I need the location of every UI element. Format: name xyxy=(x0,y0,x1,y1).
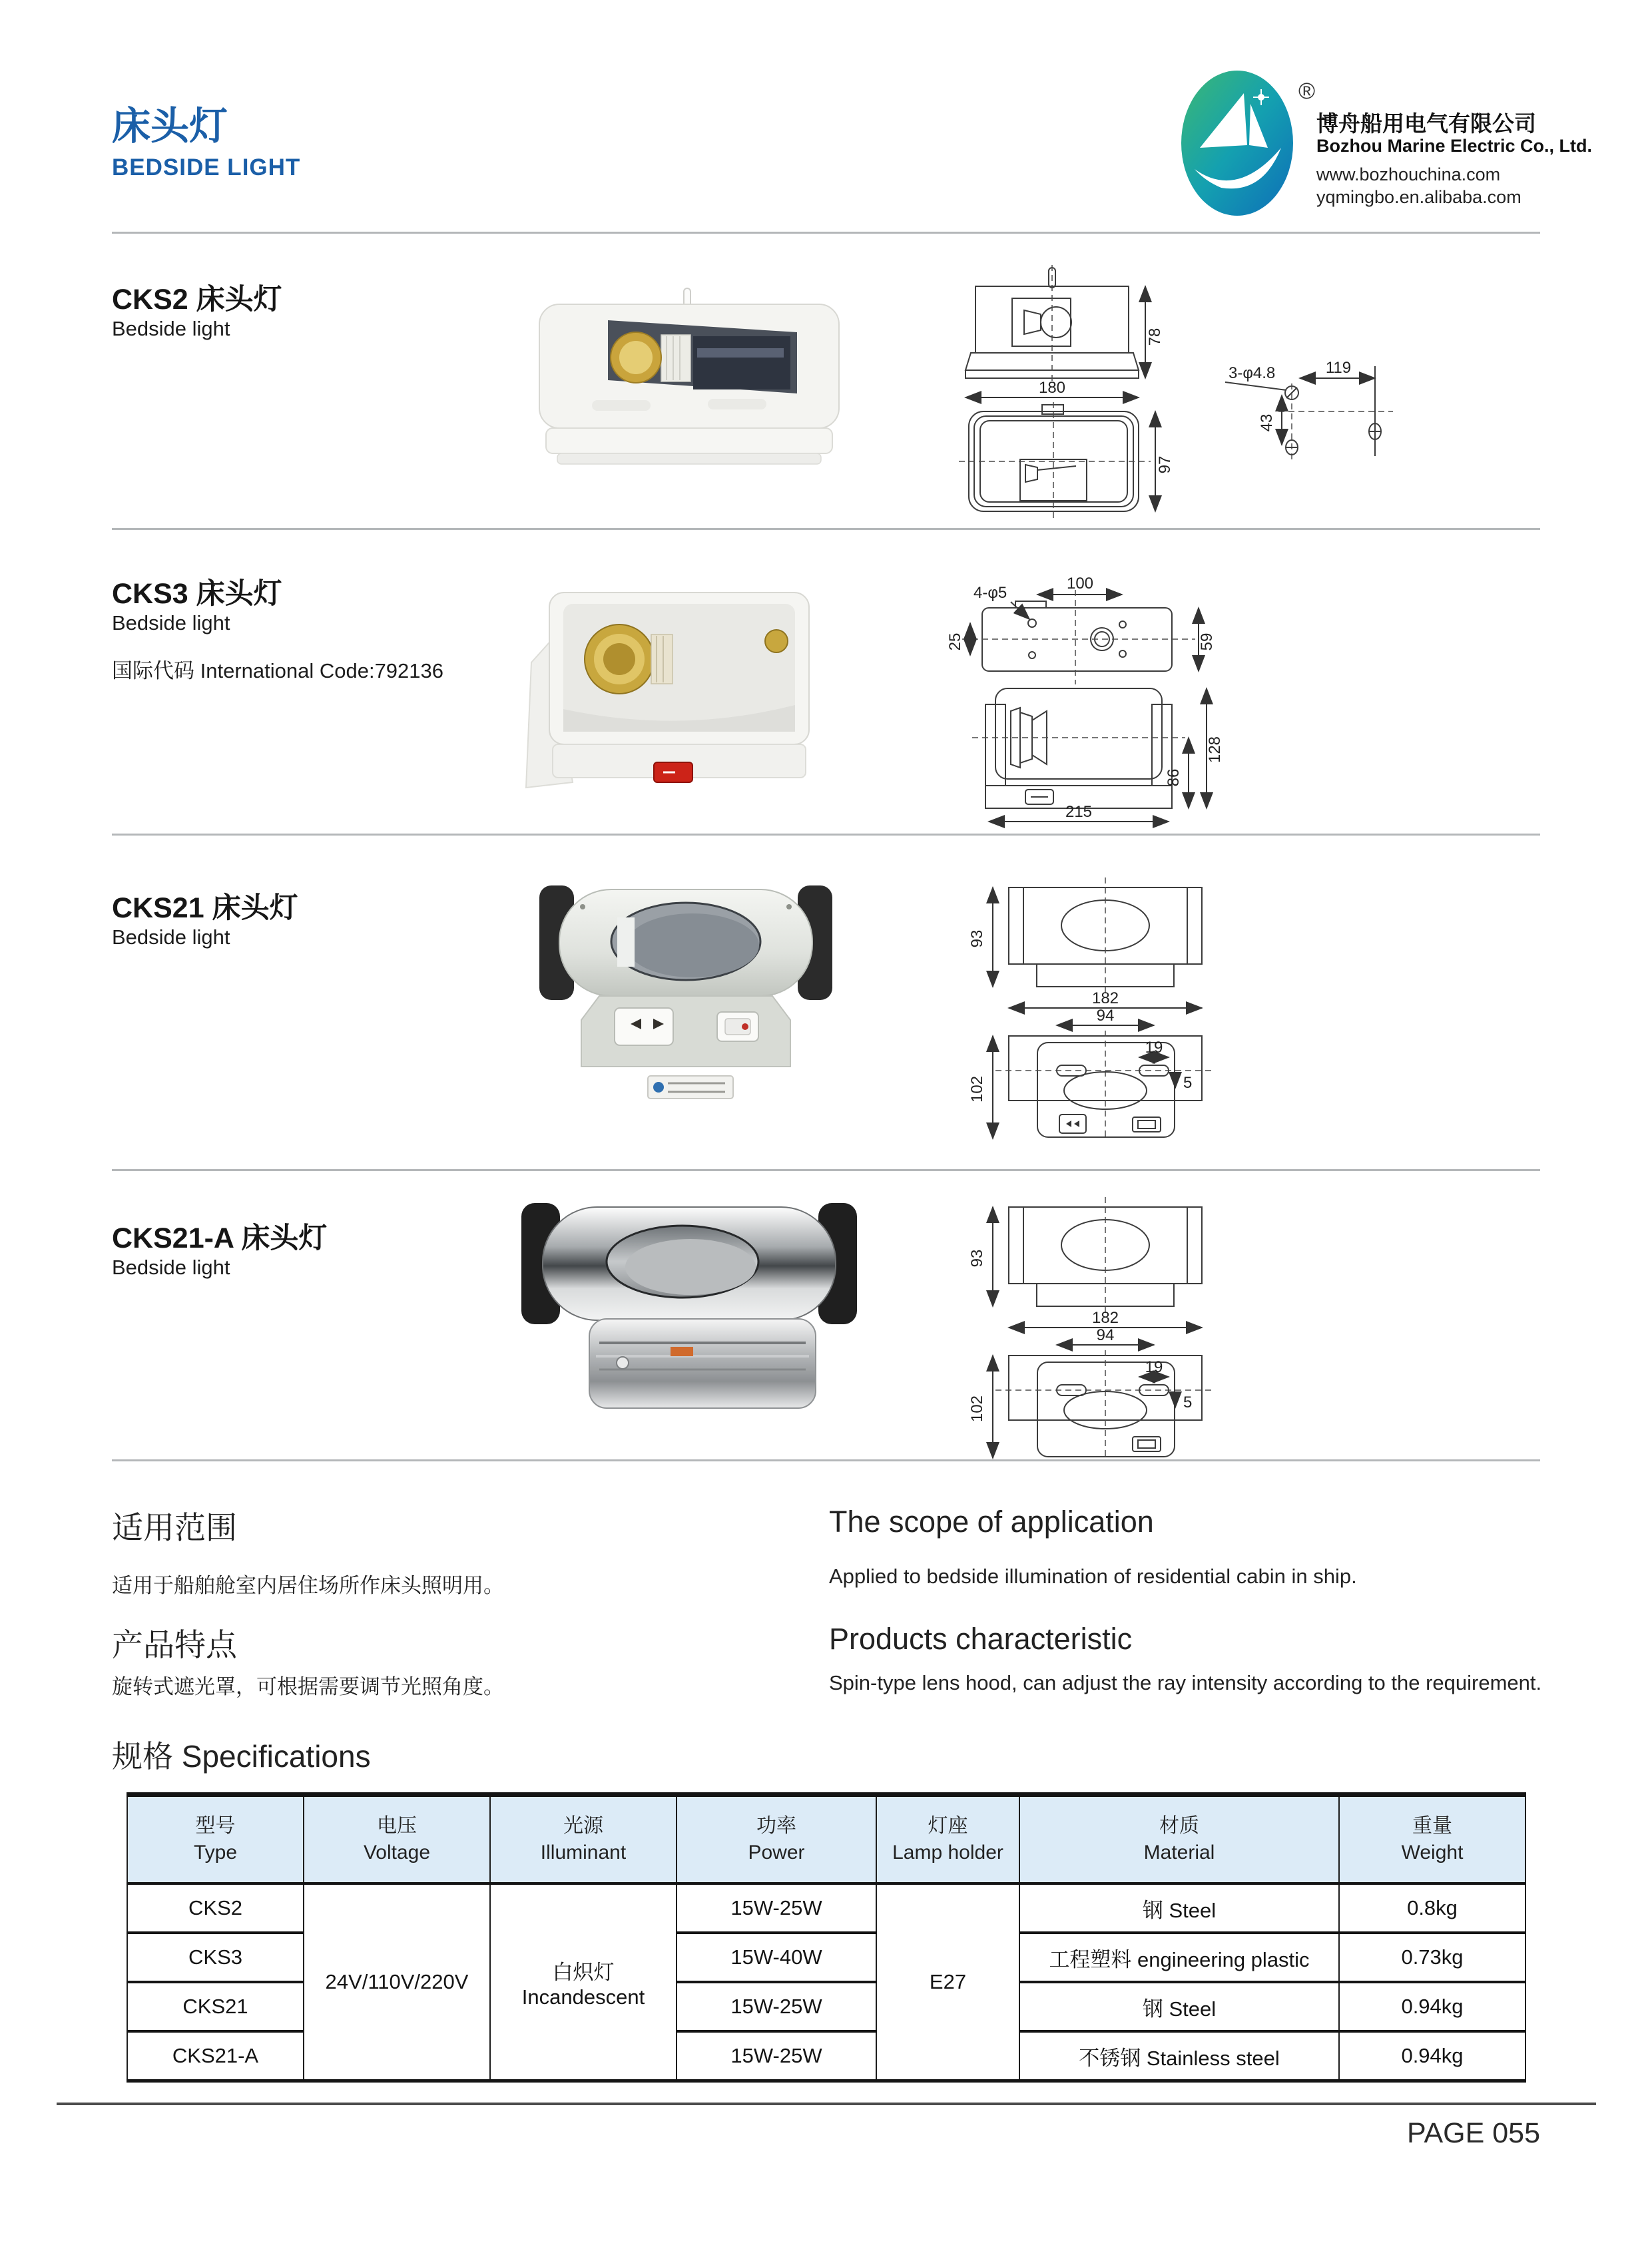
cks3-dim-holes: 4-φ5 xyxy=(973,584,1007,602)
characteristic-body-en: Spin-type lens hood, can adjust the ray intensity according to the requirement. xyxy=(829,1671,1542,1694)
page-title: 床头灯 xyxy=(112,105,228,148)
cks21-product-photo xyxy=(523,866,849,1119)
cks21a-dim-19: 19 xyxy=(1145,1358,1163,1376)
col-voltage xyxy=(304,1795,490,1884)
cks2-dim-holes: 3-φ4.8 xyxy=(1229,364,1276,382)
cks21-dim-102: 102 xyxy=(968,1075,986,1103)
cks21-dim-5: 5 xyxy=(1183,1074,1193,1092)
spec-row-cks2 xyxy=(127,1883,1525,1933)
cell-weight: 0.94kg xyxy=(1339,1982,1525,2031)
illuminant-en: Incandescent xyxy=(521,1985,645,2009)
cks2-product-photo xyxy=(529,270,849,476)
divider xyxy=(112,232,1540,234)
col-lamp-holder xyxy=(876,1795,1019,1884)
illuminant-cn: 白炽灯 xyxy=(552,1960,615,1984)
cks2-subtitle: Bedside light xyxy=(112,317,230,340)
col-voltage-cn: 电压 xyxy=(377,1814,417,1837)
registered-mark: ® xyxy=(1298,79,1316,104)
cks3-dim-128: 128 xyxy=(1206,736,1224,764)
specifications-heading: 规格 Specifications xyxy=(112,1739,371,1774)
col-illuminant xyxy=(490,1795,677,1884)
cks3-title: CKS3 床头灯 xyxy=(112,578,282,610)
cell-type: CKS21-A xyxy=(127,2031,304,2081)
page-subtitle: BEDSIDE LIGHT xyxy=(112,154,301,180)
sailboat-logo-icon xyxy=(1180,69,1294,217)
cell-voltage-merged: 24V/110V/220V xyxy=(304,1883,490,2081)
col-lamp-holder-cn: 灯座 xyxy=(928,1814,968,1837)
cell-power: 15W-25W xyxy=(677,1883,876,1933)
company-website-2: yqmingbo.en.alibaba.com xyxy=(1316,187,1521,207)
cks2-dim-97: 97 xyxy=(1156,455,1174,474)
cks21a-dim-182: 182 xyxy=(1091,1309,1119,1327)
cks21-dimension-drawing xyxy=(929,851,1288,1140)
cks21-dim-182: 182 xyxy=(1091,989,1119,1007)
col-type-cn: 型号 xyxy=(195,1814,236,1837)
cks3-dim-100: 100 xyxy=(1066,575,1094,593)
col-weight xyxy=(1339,1795,1525,1884)
cell-power: 15W-25W xyxy=(677,1982,876,2031)
col-weight-cn: 重量 xyxy=(1412,1814,1452,1837)
cell-weight: 0.8kg xyxy=(1339,1883,1525,1933)
cks2-dim-119: 119 xyxy=(1325,359,1352,377)
col-voltage-en: Voltage xyxy=(363,1842,431,1864)
cks21-dim-93: 93 xyxy=(968,929,986,948)
col-power xyxy=(677,1795,876,1884)
cell-material: 钢 Steel xyxy=(1019,1883,1339,1933)
cks21-subtitle: Bedside light xyxy=(112,925,230,949)
spec-header-row xyxy=(127,1795,1525,1884)
col-type xyxy=(127,1795,304,1884)
cks3-subtitle: Bedside light xyxy=(112,611,230,634)
characteristic-heading-en: Products characteristic xyxy=(829,1622,1133,1656)
cell-type: CKS21 xyxy=(127,1982,304,2031)
footer-divider xyxy=(57,2103,1596,2105)
col-power-cn: 功率 xyxy=(756,1814,796,1837)
cell-material: 不锈钢 Stainless steel xyxy=(1019,2031,1339,2081)
cks3-dim-59: 59 xyxy=(1198,632,1216,651)
cks21-dim-94: 94 xyxy=(1096,1007,1115,1025)
cks3-dimension-drawing xyxy=(932,545,1332,831)
cks3-international-code: 国际代码 International Code:792136 xyxy=(112,659,444,682)
cell-type: CKS3 xyxy=(127,1933,304,1982)
footer-page-number: PAGE 055 xyxy=(1407,2117,1540,2149)
cks21a-dimension-drawing xyxy=(929,1170,1288,1460)
col-weight-en: Weight xyxy=(1401,1842,1464,1864)
cks2-dimension-drawing xyxy=(946,260,1452,523)
cell-material: 工程塑料 engineering plastic xyxy=(1019,1933,1339,1982)
col-type-en: Type xyxy=(193,1842,238,1864)
cks2-dim-78: 78 xyxy=(1146,328,1164,346)
cks2-title: CKS2 床头灯 xyxy=(112,284,282,316)
cks21a-dim-93: 93 xyxy=(968,1249,986,1268)
col-material-en: Material xyxy=(1143,1842,1215,1864)
col-lamp-holder-en: Lamp holder xyxy=(892,1842,1003,1864)
application-heading-en: The scope of application xyxy=(829,1505,1154,1539)
cell-material: 钢 Steel xyxy=(1019,1982,1339,2031)
specifications-table xyxy=(127,1792,1525,2083)
cell-weight: 0.94kg xyxy=(1339,2031,1525,2081)
cell-illuminant-merged xyxy=(490,1883,677,2081)
characteristic-heading-cn: 产品特点 xyxy=(112,1627,237,1662)
col-material xyxy=(1019,1795,1339,1884)
col-material-cn: 材质 xyxy=(1159,1814,1199,1837)
cks21-title: CKS21 床头灯 xyxy=(112,892,298,924)
col-power-en: Power xyxy=(748,1842,805,1864)
cks3-product-photo xyxy=(513,563,839,789)
company-website: www.bozhouchina.com xyxy=(1316,164,1501,184)
cks21a-subtitle: Bedside light xyxy=(112,1256,230,1279)
application-body-en: Applied to bedside illumination of residential cabin in ship. xyxy=(829,1565,1357,1588)
cks3-dim-25: 25 xyxy=(946,632,964,651)
divider xyxy=(112,834,1540,836)
divider xyxy=(112,1169,1540,1171)
col-illuminant-en: Illuminant xyxy=(540,1842,627,1864)
cks21a-dim-102: 102 xyxy=(968,1395,986,1423)
divider xyxy=(112,1459,1540,1461)
cell-power: 15W-40W xyxy=(677,1933,876,1982)
cks2-dim-180: 180 xyxy=(1038,379,1066,397)
cks21-dim-19: 19 xyxy=(1145,1039,1163,1057)
cell-power: 15W-25W xyxy=(677,2031,876,2081)
col-illuminant-cn: 光源 xyxy=(563,1814,603,1837)
cell-lamp-holder-merged: E27 xyxy=(876,1883,1019,2081)
cks3-dim-215: 215 xyxy=(1065,803,1093,821)
cks21a-title: CKS21-A 床头灯 xyxy=(112,1222,328,1254)
application-body-cn: 适用于船舶舱室内居住场所作床头照明用。 xyxy=(112,1574,504,1597)
cks3-dim-86: 86 xyxy=(1165,768,1183,787)
company-name-cn: 博舟船用电气有限公司 xyxy=(1316,111,1536,136)
characteristic-body-cn: 旋转式遮光罩，可根据需要调节光照角度。 xyxy=(112,1675,504,1698)
cks21a-product-photo xyxy=(503,1188,876,1421)
divider xyxy=(112,528,1540,530)
cks2-dim-43: 43 xyxy=(1258,413,1276,432)
company-name-en: Bozhou Marine Electric Co., Ltd. xyxy=(1316,136,1593,156)
cell-weight: 0.73kg xyxy=(1339,1933,1525,1982)
application-heading-cn: 适用范围 xyxy=(112,1510,237,1545)
cks21a-dim-5: 5 xyxy=(1183,1393,1193,1411)
cell-type: CKS2 xyxy=(127,1883,304,1933)
cks21a-dim-94: 94 xyxy=(1096,1326,1115,1344)
